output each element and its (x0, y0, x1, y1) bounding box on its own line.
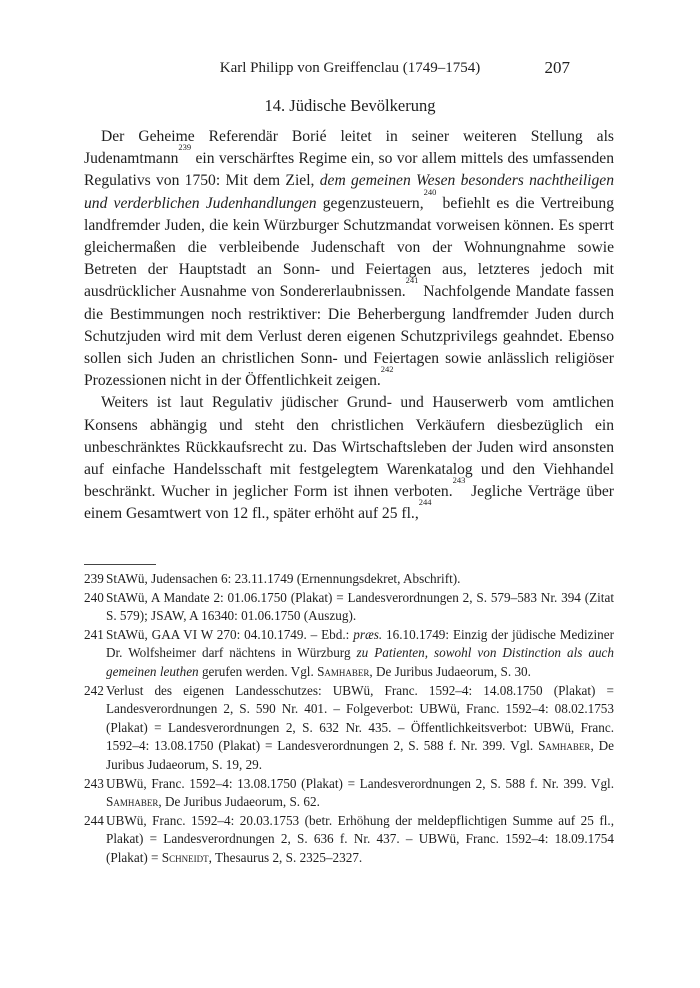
footnote-number: 244 (84, 812, 104, 828)
footnote-text (106, 682, 614, 775)
text-run: , Thesaurus 2, S. 2325–2327. (208, 849, 363, 865)
text-run: , De Juribus Judaeorum, S. 19, 29. (106, 738, 614, 772)
footnote-divider (84, 564, 156, 565)
main-text (84, 126, 614, 526)
author-name: Samhaber (538, 738, 591, 754)
footnote-number: 239 (84, 571, 104, 586)
text-run: UBWü, Franc. 1592–4: 13.08.1750 (Plakat) = Landesverordnungen 2, S. 588 f. Nr. 399. Vgl. (106, 775, 614, 791)
footnote-ref-240[interactable]: 240 (423, 186, 437, 197)
footnote-text: StAWü, A Mandate 2: 01.06.1750 (Plakat) = Landesverordnungen 2, S. 579–583 Nr. 394 (Zitat S. 579); JSAW, A 16340: 01.06.1750 (Auszug). (106, 589, 614, 624)
footnote-ref-243[interactable]: 243 (452, 475, 466, 486)
text-run: Der Geheime Referendär Borié leitet in seiner weiteren Stellung als Judenamtmann (84, 128, 614, 168)
text-run: gerufen werden. Vgl. (198, 663, 318, 679)
section-heading: 14. Jüdische Bevölkerung (264, 96, 436, 115)
quotation-italic: zu Patienten, sowohl von Distinction als auch gemeinen leuthen (106, 645, 614, 679)
author-name: Samhaber (106, 794, 159, 810)
quotation-italic: dem gemeinen Wesen besonders nachtheiligen und verderblichen Judenhandlungen (84, 172, 614, 212)
author-name: Schneidt (161, 849, 209, 865)
text-run: , De Juribus Judaeorum, S. 62. (158, 794, 320, 810)
footnote-text (106, 812, 614, 868)
footnote-243 (84, 775, 614, 812)
paragraph-2 (84, 392, 614, 525)
footnote-number: 243 (84, 775, 104, 791)
text-run: Verlust des eigenen Landesschutzes: UBWü, Franc. 1592–4: 14.08.1750 (Plakat) = Landesverordnungen 2, S. 590 Nr. 401. – Folgeverbot: UBWü, Franc. 1592–4: 08.02.1753 (Plakat) = Landesverordnungen 2, S. 632 Nr. 435. – Öffentlichkeitsverbot: UBWü, Franc. 1592–4: 13.08.1750 (Plakat) = Landesverordnungen 2, S. 588 f. Nr. 399. Vgl. (106, 682, 614, 754)
text-run: befiehlt es die Vertreibung landfremder Juden, die kein Würzburger Schutzmandat vorweisen können. Es sperrt gleichermaßen die verbleibende Judenschaft von der Wohnungnahme sowie Betreten der Hauptstadt an Sonn- und Feiertagen aus, letzteres jedoch mit ausdrücklicher Ausnahme von Sondererlaubnissen. (84, 194, 615, 301)
page-number: 207 (544, 58, 570, 77)
text-run: ein verschärftes Regime ein, so vor allem mittels des umfassenden Regulativs von 1750: Mit dem Ziel, (84, 150, 614, 190)
footnote-number: 242 (84, 682, 104, 698)
text-run: Weiters ist laut Regulativ jüdischer Grund- und Hauserwerb vom amtlichen Konsens abhängig und steht den christlichen Verkäufern diesbezüglich ein unbeschränktes Rückkaufsrecht zu. Das Wirtschaftsleben der Juden wird ansonsten auf einfache Handelsschaft mit festgelegtem Warenkatalog und den Viehhandel beschränkt. Wucher in jeglicher Form ist ihnen verboten. (84, 394, 614, 501)
footnote-text (106, 626, 614, 682)
text-run: Nachfolgende Mandate fassen die Bestimmungen noch restriktiver: Die Beherbergung landfremder Juden durch Schutzjuden wird mit dem Verlust deren eigenen Schutzprivilegs geahndet. Ebenso sollen sich Juden an christlichen Sonn- und Feiertagen sowie anlässlich religiöser Prozessionen nicht in der Öffentlichkeit zeigen. (84, 283, 614, 390)
text-run: UBWü, Franc. 1592–4: 20.03.1753 (betr. Erhöhung der meldepflichtigen Summe auf 25 fl., Plakat) = Landesverordnungen 2, S. 636 f. Nr. 437. – UBWü, Franc. 1592–4: 18.09.1754 (Plakat) = (106, 812, 614, 865)
text-run: StAWü, GAA VI W 270: 04.10.1749. – Ebd.: (106, 626, 354, 642)
footnote-number: 241 (84, 626, 104, 642)
author-name: Samhaber (317, 663, 370, 679)
text-run: Jegliche Verträge über einem Gesamtwert von 12 fl., später erhöht auf 25 fl., (84, 483, 614, 523)
footnote-text (106, 775, 614, 812)
paragraph-1 (84, 126, 614, 392)
footnote-241 (84, 626, 614, 682)
footnote-242 (84, 682, 614, 775)
footnote-239 (84, 570, 614, 589)
footnote-text: StAWü, Judensachen 6: 23.11.1749 (Ernennungsdekret, Abschrift). (106, 571, 461, 586)
italic-term: præs. (353, 626, 383, 642)
footnotes (84, 570, 614, 868)
footnote-ref-241[interactable]: 241 (405, 275, 419, 286)
text-run: , De Juribus Judaeorum, S. 30. (369, 663, 531, 679)
text-run: 16.10.1749: Einzig der jüdische Mediziner Dr. Wolfsheimer darf nächtens in Würzburg (106, 626, 614, 661)
footnote-ref-244[interactable]: 244 (418, 497, 432, 508)
footnote-ref-239[interactable]: 239 (178, 142, 192, 153)
footnote-240 (84, 589, 614, 626)
text-run: gegenzusteuern, (316, 194, 424, 212)
footnote-number: 240 (84, 589, 104, 605)
footnote-244 (84, 812, 614, 868)
running-header (0, 58, 700, 82)
footnote-ref-242[interactable]: 242 (380, 364, 394, 375)
running-title: Karl Philipp von Greiffenclau (1749–1754) (219, 60, 481, 76)
